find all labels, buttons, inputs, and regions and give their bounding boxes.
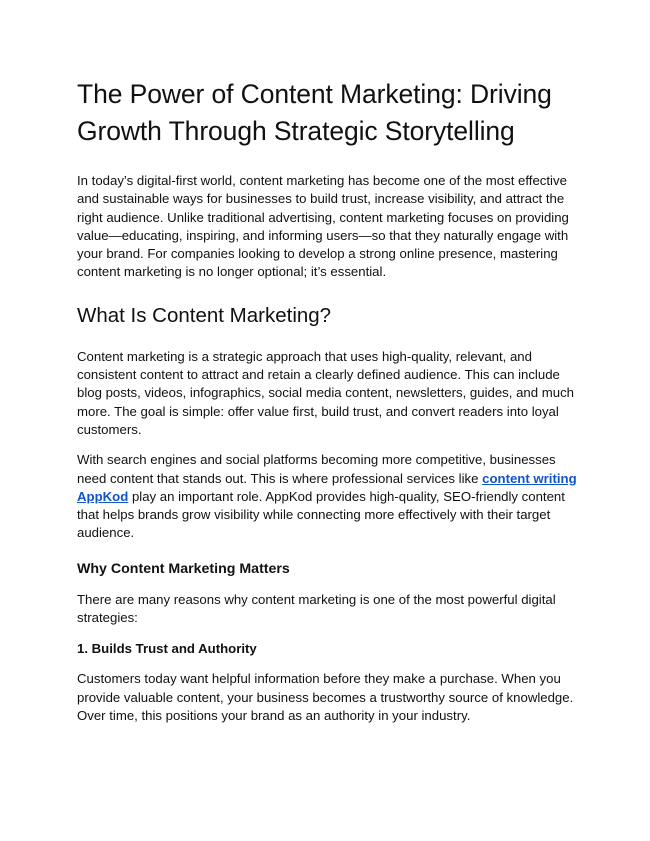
document-title: The Power of Content Marketing: Driving Growth Through Strategic Storytelling bbox=[77, 79, 552, 146]
section1-paragraph-2-after: play an important role. AppKod provides high-quality, SEO-friendly content that helps brands grow visibility while connecting more effectively with their target audience. bbox=[77, 488, 565, 541]
section-heading-what-is-content-marketing: What Is Content Marketing? bbox=[77, 303, 332, 327]
section2-paragraph-1: There are many reasons why content marketing is one of the most powerful digital strategies: bbox=[77, 591, 556, 626]
document-page bbox=[77, 76, 577, 737]
section1-paragraph-2 bbox=[77, 451, 577, 542]
section-heading-why-content-marketing-matters: Why Content Marketing Matters bbox=[77, 560, 290, 577]
subsection-heading-builds-trust: 1. Builds Trust and Authority bbox=[77, 641, 257, 657]
subsection1-paragraph-1: Customers today want helpful information before they make a purchase. When you provide valuable content, your business becomes a trustworthy source of knowledge. Over time, this positions your brand as an authority in your industry. bbox=[77, 671, 574, 723]
section1-paragraph-1: Content marketing is a strategic approach that uses high-quality, relevant, and consistent content to attract and retain a clearly defined audience. This can include blog posts, videos, infographics, social media content, newsletters, guides, and much more. The goal is simple: offer value first, build trust, and convert readers into loyal customers. bbox=[77, 348, 575, 437]
section1-paragraph-2-before: With search engines and social platforms becoming more competitive, businesses need content that stands out. This is where professional services like bbox=[77, 452, 556, 486]
content-writing-appkod-link[interactable]: content writing AppKod bbox=[77, 470, 577, 504]
intro-paragraph: In today’s digital-first world, content marketing has become one of the most effective and sustainable ways for businesses to build trust, increase visibility, and attract the right audience. Unlike traditional advertising, content marketing focuses on providing value—educating, inspiring, and informing users—so that they naturally engage with your brand. For companies looking to develop a strong online presence, mastering content marketing is no longer optional; it’s essential. bbox=[77, 173, 569, 280]
